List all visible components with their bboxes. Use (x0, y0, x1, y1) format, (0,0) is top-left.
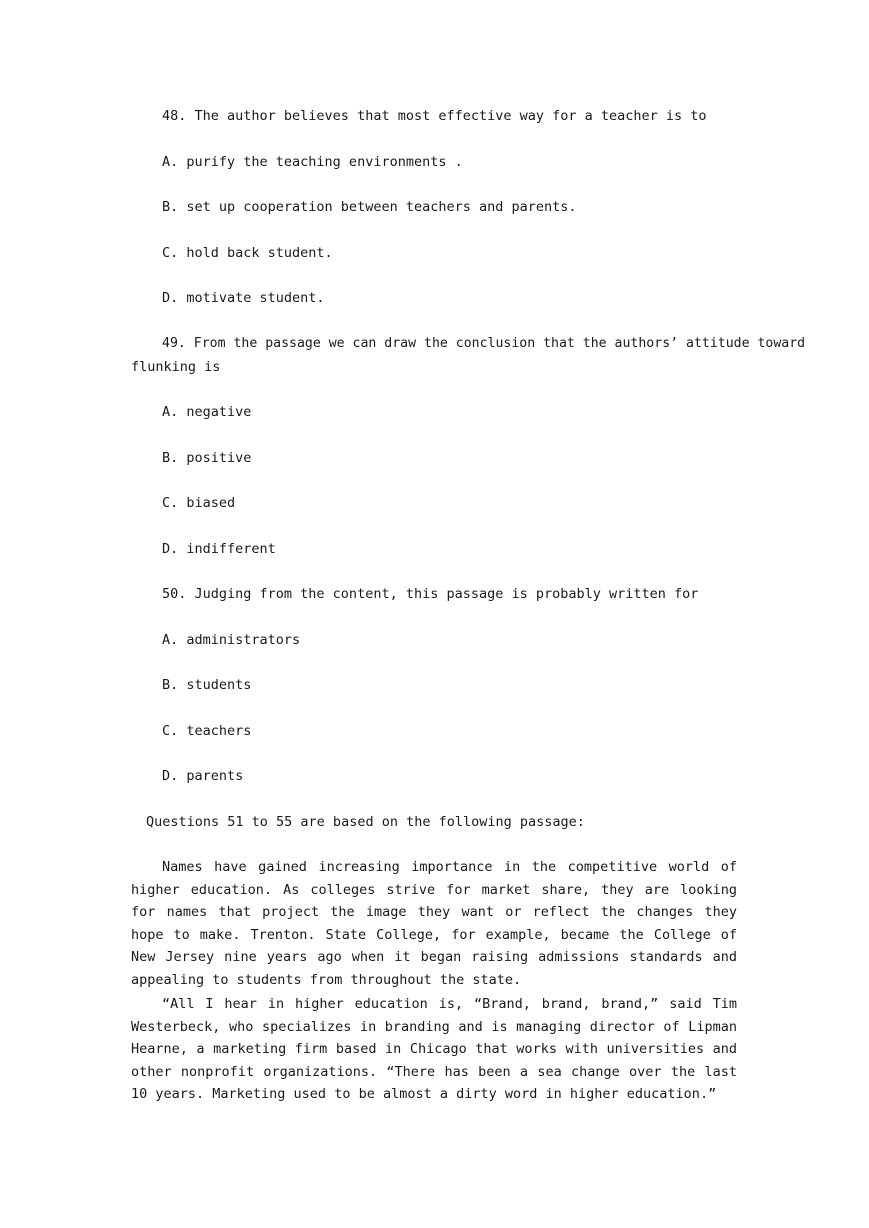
question-48-option-b: B. set up cooperation between teachers and parents. (162, 199, 577, 215)
question-50-option-b: B. students (162, 677, 252, 693)
question-49-option-b: B. positive (162, 450, 252, 466)
question-49-stem-line-2: flunking is (131, 359, 221, 375)
question-49-option-d: D. indifferent (162, 541, 276, 557)
question-48-option-d: D. motivate student. (162, 290, 325, 306)
question-49-stem-line-1: 49. From the passage we can draw the conclusion that the authors’ attitude toward (162, 336, 806, 351)
question-50-option-d: D. parents (162, 768, 244, 784)
passage-intro: Questions 51 to 55 are based on the following passage: (146, 814, 585, 830)
question-50-option-a: A. administrators (162, 632, 301, 648)
question-49-option-c: C. biased (162, 495, 236, 511)
passage-paragraph-2: “All I hear in higher education is, “Brand, brand, brand,” said Tim Westerbeck, who specializes in branding and is managing director of Lipman Hearne, a marketing firm based in Chicago that works with universities and other nonprofit organizations. “There has been a sea change over the last 10 years. Marketing used to be almost a dirty word in higher education.” (131, 996, 737, 1103)
question-48-option-a: A. purify the teaching environments . (162, 154, 463, 170)
question-48-stem: 48. The author believes that most effective way for a teacher is to (162, 108, 707, 124)
question-50-option-c: C. teachers (162, 723, 252, 739)
passage-paragraph-1: Names have gained increasing importance in the competitive world of higher education. As colleges strive for market share, they are looking for names that project the image they want or reflect the changes they hope to make. Trenton. State College, for example, became the College of New Jersey nine years ago when it began raising admissions standards and appealing to students from throughout the state. (131, 859, 737, 988)
question-48-option-c: C. hold back student. (162, 245, 333, 261)
question-50-stem: 50. Judging from the content, this passage is probably written for (162, 586, 699, 602)
question-49-option-a: A. negative (162, 404, 252, 420)
